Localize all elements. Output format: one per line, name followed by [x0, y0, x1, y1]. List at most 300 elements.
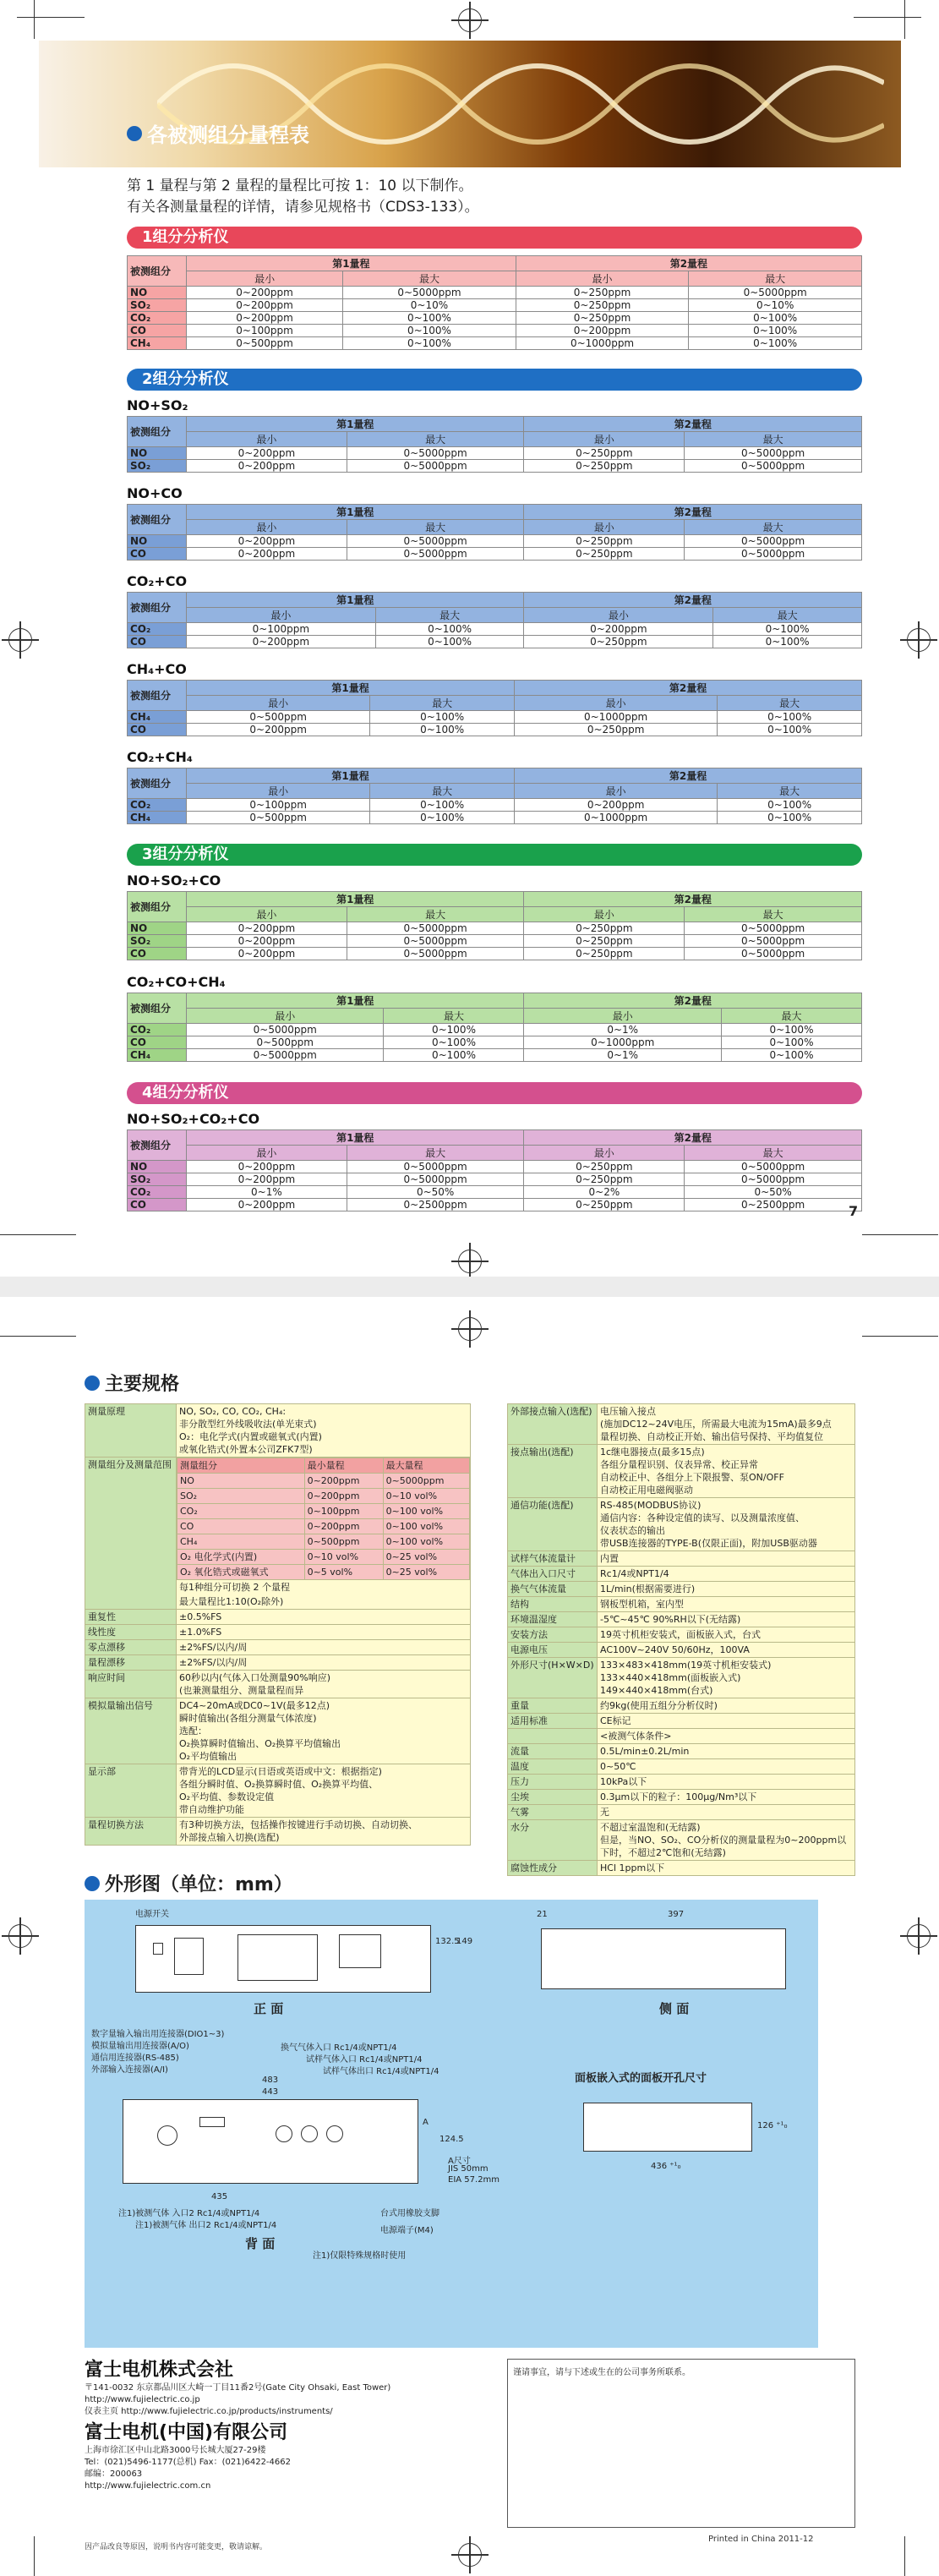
column-header: 最大 — [347, 520, 524, 535]
gas-cell: CO₂ — [128, 1024, 187, 1036]
value-cell: 0~100% — [718, 724, 862, 736]
spec-value-line: 带自动维护功能 — [179, 1804, 244, 1815]
spec-value-line: 自动校正用电磁阀驱动 — [600, 1485, 693, 1496]
spec-value-line: 带USB连接器的TYPE-B(仅限正面)，附加USB驱动器 — [600, 1538, 817, 1549]
value-cell: 0~5000ppm — [347, 535, 524, 548]
spec-row — [508, 1643, 855, 1658]
value-cell: 0~500ppm — [187, 1036, 384, 1049]
gas-cell: CO — [128, 548, 187, 561]
spec-key: 气雾 — [508, 1805, 598, 1820]
registration-mark — [451, 2, 489, 39]
gas-port-icon — [276, 2125, 292, 2142]
spec-key: 腐蚀性成分 — [508, 1861, 598, 1876]
bullet-icon — [127, 126, 142, 141]
table-row — [128, 922, 862, 935]
spec-value-line: 带背光的LCD显示(日语或英语或中文：根据指定) — [179, 1766, 382, 1777]
range-subtable — [177, 1458, 470, 1580]
value-cell: 0~100% — [721, 1049, 861, 1062]
dim-label: 483 — [262, 2076, 279, 2085]
spec-key: 结构 — [508, 1597, 598, 1612]
table-row — [177, 1519, 470, 1534]
company-address: 〒141-0032 东京都品川区大崎一丁目11番2号(Gate City Ohsaki, East Tower) — [85, 2383, 391, 2393]
gas-cell: NO — [128, 922, 187, 935]
registration-mark — [900, 621, 937, 659]
crop-mark — [904, 0, 905, 39]
column-header: 最大 — [713, 608, 862, 623]
spec-value — [598, 1805, 855, 1820]
value-cell: 0~5000ppm — [347, 948, 524, 960]
page-title: 各被测组分量程表 — [127, 118, 309, 148]
gas-cell: CO₂ — [128, 799, 187, 812]
value-cell: 0~200ppm — [187, 724, 370, 736]
table-row — [177, 1474, 470, 1489]
value-cell: 0~5000ppm — [347, 447, 524, 460]
spec-value — [598, 1597, 855, 1612]
spec-row — [508, 1582, 855, 1597]
column-header: 最小 — [516, 271, 689, 287]
column-header: 第2量程 — [524, 1130, 862, 1146]
column-header: 最大 — [718, 696, 862, 711]
spec-row — [85, 1625, 471, 1640]
value-cell: 0~100% — [689, 337, 862, 350]
outline-title: 外形图（单位：mm） — [85, 1870, 292, 1896]
registration-mark — [451, 1243, 489, 1280]
spec-row — [508, 1612, 855, 1627]
table-row — [177, 1534, 470, 1550]
table-row — [128, 724, 862, 736]
company-name: 富士电机(中国)有限公司 — [85, 2422, 288, 2443]
callout: 注1)仅限特殊规格时使用 — [313, 2251, 407, 2261]
spec-value — [598, 1729, 855, 1744]
spec-row — [508, 1861, 855, 1876]
fan-icon — [157, 2125, 177, 2146]
column-header: 最小 — [187, 784, 370, 799]
spec-value-line: 有3种切换方法，包括操作按键进行手动切换、自动切换、 — [179, 1819, 418, 1830]
column-header: 被测组分 — [128, 505, 187, 535]
spec-key — [508, 1729, 598, 1744]
table-subtitle: CO₂+CH₄ — [127, 749, 193, 765]
spec-value — [177, 1640, 471, 1655]
spec-value-line: 钢板型机箱，室内型 — [600, 1599, 684, 1610]
column-header: 最大 — [370, 696, 515, 711]
spec-row — [85, 1698, 471, 1764]
value-cell: 0~10% — [689, 299, 862, 312]
spec-value — [598, 1498, 855, 1551]
column-header: 第1量程 — [187, 256, 516, 271]
bullet-icon — [85, 1876, 100, 1891]
company-url: 仪表主页 http://www.fujielectric.co.jp/products/instruments/ — [85, 2407, 333, 2416]
spec-key: 流量 — [508, 1744, 598, 1759]
value-cell: 0~100% — [713, 636, 862, 648]
table-row — [177, 1550, 470, 1565]
dim-label: 149 — [456, 1937, 473, 1946]
spec-key: 响应时间 — [85, 1671, 177, 1698]
spec-row — [85, 1818, 471, 1846]
table-row — [128, 535, 862, 548]
spec-row — [508, 1714, 855, 1729]
callout: 试样气体出口 Rc1/4或NPT1/4 — [323, 2067, 439, 2076]
spec-value-line: 149×440×418mm(台式) — [600, 1685, 713, 1696]
value-cell: 0~1% — [187, 1186, 347, 1199]
spec-value-line: -5℃~45℃ 90%RH以下(无结露) — [600, 1614, 741, 1625]
callout: 外部输入连接器(A/I) — [91, 2065, 168, 2075]
value-cell: 0~100% — [713, 623, 862, 636]
value-cell: 0~100% — [689, 312, 862, 325]
value-cell: 0~5000ppm — [685, 935, 862, 948]
group-bar: 1组分分析仪 — [127, 227, 862, 249]
spec-value-line: 通信内容：各种设定值的读写、以及测量浓度值、 — [600, 1512, 805, 1523]
dim-label: 124.5 — [439, 2135, 464, 2144]
spec-row — [85, 1610, 471, 1625]
table-subtitle: CH₄+CO — [127, 661, 187, 677]
dim-label: A — [423, 2118, 429, 2127]
range-table — [127, 768, 862, 824]
spec-key: 气体出入口尺寸 — [508, 1567, 598, 1582]
spec-value-line: 不超过室温饱和(无结露) — [600, 1822, 701, 1833]
spec-table-left — [85, 1403, 471, 1846]
value-cell: 0~200ppm — [187, 1199, 347, 1211]
dim-label: 126 ⁺¹₀ — [757, 2121, 788, 2130]
range-cell: 0~100 vol% — [383, 1519, 469, 1534]
column-header: 第1量程 — [187, 892, 524, 907]
column-header: 被测组分 — [128, 993, 187, 1024]
value-cell: 0~500ppm — [187, 337, 343, 350]
value-cell: 0~100ppm — [187, 325, 343, 337]
value-cell: 0~500ppm — [187, 812, 370, 824]
a-size-label: EIA 57.2mm — [448, 2175, 500, 2185]
spec-row — [508, 1805, 855, 1820]
group-bar: 2组分分析仪 — [127, 369, 862, 391]
value-cell: 0~200ppm — [515, 799, 718, 812]
range-table — [127, 680, 862, 736]
value-cell: 0~250ppm — [515, 724, 718, 736]
power-switch-icon — [153, 1943, 163, 1955]
back-label: 背 面 — [245, 2236, 276, 2251]
value-cell: 0~5000ppm — [347, 922, 524, 935]
dim-label: 443 — [262, 2087, 279, 2097]
spec-value-line: ±0.5%FS — [179, 1611, 222, 1622]
spec-value — [598, 1775, 855, 1790]
spec-key: 零点漂移 — [85, 1640, 177, 1655]
spec-value — [177, 1610, 471, 1625]
callout: 注1)被测气体 出口2 Rc1/4或NPT1/4 — [135, 2221, 277, 2230]
value-cell: 0~10% — [343, 299, 516, 312]
value-cell: 0~5000ppm — [347, 1173, 524, 1186]
range-cell: 0~25 vol% — [383, 1550, 469, 1565]
company-info — [85, 2359, 499, 2492]
spec-row — [508, 1551, 855, 1567]
value-cell: 0~200ppm — [187, 460, 347, 473]
value-cell: 0~200ppm — [187, 935, 347, 948]
spec-value-line: 内置 — [600, 1553, 619, 1564]
value-cell: 0~100% — [343, 312, 516, 325]
spec-key: 显示部 — [85, 1764, 177, 1818]
power-switch-label: 电源开关 — [135, 1910, 169, 1919]
spec-row — [508, 1627, 855, 1643]
header-banner — [39, 41, 901, 167]
registration-mark — [451, 1310, 489, 1348]
gas-cell: CO — [128, 325, 187, 337]
table-row — [177, 1489, 470, 1504]
value-cell: 0~5000ppm — [685, 460, 862, 473]
company-zip: 邮编：200063 — [85, 2469, 143, 2479]
value-cell: 0~250ppm — [524, 447, 685, 460]
spec-value-line: 10kPa以下 — [600, 1776, 647, 1787]
spec-row — [508, 1567, 855, 1582]
value-cell: 0~50% — [685, 1186, 862, 1199]
range-note: 每1种组分可切换 2 个量程 — [179, 1582, 290, 1593]
column-header: 第1量程 — [187, 505, 524, 520]
spec-value — [598, 1582, 855, 1597]
column-header: 第2量程 — [524, 993, 862, 1009]
value-cell: 0~100% — [370, 711, 515, 724]
column-header: 最小 — [187, 1146, 347, 1161]
spec-row — [508, 1498, 855, 1551]
spec-value — [177, 1458, 471, 1610]
spec-value — [598, 1820, 855, 1861]
value-cell: 0~250ppm — [524, 948, 685, 960]
dim-label: 436 ⁺¹₀ — [651, 2162, 681, 2171]
spec-value — [177, 1818, 471, 1846]
value-cell: 0~5000ppm — [347, 1161, 524, 1173]
registration-mark — [2, 621, 39, 659]
table-row — [128, 799, 862, 812]
gas-cell: CO₂ — [128, 1186, 187, 1199]
spec-row — [508, 1404, 855, 1445]
company-name: 富士电机株式会社 — [85, 2360, 234, 2381]
table-row — [128, 1186, 862, 1199]
column-header: 最大 — [347, 432, 524, 447]
range-cell: SO₂ — [177, 1489, 305, 1504]
table-row — [128, 460, 862, 473]
group-bar: 4组分分析仪 — [127, 1082, 862, 1104]
spec-value-line: O₂换算瞬时值输出、O₂换算平均值输出 — [179, 1738, 341, 1749]
intro-text: 第 1 量程与第 2 量程的量程比可按 1：10 以下制作。 有关各测量量程的详情，请参见规格书（CDS3-133）。 — [127, 178, 479, 216]
column-header: 最小 — [187, 608, 376, 623]
specs-title: 主要规格 — [85, 1370, 179, 1396]
spec-value-line: 但是，当NO、SO₂、CO分析仪的测量量程为0~200ppm以 — [600, 1835, 847, 1846]
value-cell: 0~100ppm — [187, 623, 376, 636]
spec-key: 温度 — [508, 1759, 598, 1775]
spec-value — [598, 1861, 855, 1876]
range-note: 最大量程比1:10(O₂除外) — [179, 1596, 284, 1607]
gas-cell: NO — [128, 535, 187, 548]
spec-key: 换气气体流量 — [508, 1582, 598, 1597]
column-header: 被测组分 — [128, 256, 187, 287]
spec-value-line: 0.5L/min±0.2L/min — [600, 1746, 690, 1757]
spec-value-line: ±2%FS/以内/周 — [179, 1642, 248, 1653]
spec-value-line: (施加DC12~24V电压，所需最大电流为15mA)最多9点 — [600, 1419, 832, 1430]
range-cell: 0~10 vol% — [383, 1489, 469, 1504]
range-cell: 0~500ppm — [304, 1534, 383, 1550]
column-header: 第2量程 — [515, 681, 862, 696]
column-header: 最大 — [721, 1009, 861, 1024]
value-cell: 0~5000ppm — [685, 948, 862, 960]
value-cell: 0~200ppm — [187, 548, 347, 561]
callout: 通信用连接器(RS-485) — [91, 2054, 179, 2063]
spec-value-line: 仪表状态的输出 — [600, 1525, 665, 1536]
column-header: 被测组分 — [128, 1130, 187, 1161]
side-view — [541, 1928, 786, 1989]
column-header: 最小 — [524, 907, 685, 922]
range-cell: CO — [177, 1519, 305, 1534]
range-cell: 0~5 vol% — [304, 1565, 383, 1580]
value-cell: 0~5000ppm — [347, 460, 524, 473]
range-cell: 0~100 vol% — [383, 1504, 469, 1519]
table-row — [128, 636, 862, 648]
spec-value-line: 瞬时值输出(各组分测量气体浓度) — [179, 1713, 317, 1724]
value-cell: 0~1000ppm — [515, 812, 718, 824]
column-header: 第1量程 — [187, 1130, 524, 1146]
value-cell: 0~2500ppm — [685, 1199, 862, 1211]
value-cell: 0~5000ppm — [685, 535, 862, 548]
table-row — [128, 935, 862, 948]
spec-value — [598, 1643, 855, 1658]
value-cell: 0~5000ppm — [689, 287, 862, 299]
value-cell: 0~200ppm — [187, 1161, 347, 1173]
spec-value-line: 电压输入接点 — [600, 1406, 656, 1417]
value-cell: 0~200ppm — [524, 623, 713, 636]
spec-key: 尘埃 — [508, 1790, 598, 1805]
page-number: 7 — [849, 1203, 859, 1219]
value-cell: 0~250ppm — [516, 287, 689, 299]
value-cell: 0~250ppm — [524, 935, 685, 948]
value-cell: 0~250ppm — [524, 636, 713, 648]
range-head: 测量组分 — [177, 1458, 305, 1474]
column-header: 最大 — [685, 1146, 862, 1161]
table-row — [128, 299, 862, 312]
outline-drawing-panel — [85, 1900, 818, 2348]
spec-value — [177, 1671, 471, 1698]
spec-value-line: DC4~20mA或DC0~1V(最多12点) — [179, 1700, 330, 1711]
crop-mark — [862, 1234, 938, 1235]
column-header: 最小 — [187, 271, 343, 287]
column-header: 第1量程 — [187, 417, 524, 432]
value-cell: 0~200ppm — [187, 922, 347, 935]
value-cell: 0~5000ppm — [685, 922, 862, 935]
column-header: 最小 — [524, 520, 685, 535]
spec-value-line: 无 — [600, 1807, 609, 1818]
print-info: Printed in China 2011-12 — [708, 2535, 814, 2544]
display-panel — [174, 1938, 204, 1975]
range-cell: 0~100ppm — [304, 1504, 383, 1519]
value-cell: 0~100% — [343, 325, 516, 337]
spec-table-right — [507, 1403, 855, 1876]
spec-value-line: (也兼测量组分、测量量程而异 — [179, 1685, 304, 1696]
gas-cell: CH₄ — [128, 711, 187, 724]
value-cell: 0~5000ppm — [347, 935, 524, 948]
spec-value-line: 自动校正中、各组分上下限报警、泵ON/OFF — [600, 1472, 784, 1483]
table-subtitle: CO₂+CO+CH₄ — [127, 974, 226, 990]
registration-mark — [900, 1917, 937, 1955]
table-row — [128, 1173, 862, 1186]
column-header: 最大 — [685, 907, 862, 922]
column-header: 最大 — [384, 1009, 524, 1024]
spec-row — [508, 1759, 855, 1775]
spec-key: 电源电压 — [508, 1643, 598, 1658]
column-header: 最大 — [370, 784, 515, 799]
value-cell: 0~100% — [375, 623, 524, 636]
table-row — [128, 287, 862, 299]
table-row — [128, 312, 862, 325]
value-cell: 0~100% — [718, 812, 862, 824]
value-cell: 0~250ppm — [524, 1199, 685, 1211]
spec-value-line: 外部接点输入切换(选配) — [179, 1832, 280, 1843]
spec-row — [85, 1640, 471, 1655]
value-cell: 0~100ppm — [187, 799, 370, 812]
value-cell: 0~200ppm — [187, 1173, 347, 1186]
spec-row — [508, 1820, 855, 1861]
registration-mark — [2, 1917, 39, 1955]
spec-value-line: 1L/min(根据需要进行) — [600, 1583, 696, 1594]
value-cell: 0~100% — [343, 337, 516, 350]
spec-value-line: ±1.0%FS — [179, 1627, 222, 1638]
gas-cell: SO₂ — [128, 460, 187, 473]
value-cell: 0~250ppm — [516, 299, 689, 312]
spec-key: 重量 — [508, 1698, 598, 1714]
spec-key: 线性度 — [85, 1625, 177, 1640]
range-cell: 0~25 vol% — [383, 1565, 469, 1580]
dim-label: 435 — [211, 2192, 228, 2201]
table-subtitle: CO₂+CO — [127, 573, 188, 589]
range-cell: O₂ 电化学式(内置) — [177, 1550, 305, 1565]
spec-value — [598, 1445, 855, 1498]
registration-mark — [451, 2536, 489, 2573]
gas-cell: CO₂ — [128, 312, 187, 325]
spec-row — [508, 1744, 855, 1759]
range-table — [127, 255, 862, 350]
bullet-icon — [85, 1376, 100, 1391]
column-header: 被测组分 — [128, 768, 187, 799]
callout: 试样气体入口 Rc1/4或NPT1/4 — [306, 2055, 423, 2065]
crop-mark — [0, 1234, 76, 1235]
value-cell: 0~2% — [524, 1186, 685, 1199]
column-header: 最小 — [524, 1009, 721, 1024]
column-header: 最大 — [718, 784, 862, 799]
gas-cell: NO — [128, 1161, 187, 1173]
value-cell: 0~100% — [689, 325, 862, 337]
column-header: 最大 — [343, 271, 516, 287]
table-row — [128, 1049, 862, 1062]
spec-key: 量程切换方法 — [85, 1818, 177, 1846]
company-url: http://www.fujielectric.co.jp — [85, 2395, 200, 2404]
spec-value-line: <被测气体条件> — [600, 1731, 672, 1742]
side-label: 侧 面 — [659, 2001, 690, 2016]
value-cell: 0~200ppm — [187, 299, 343, 312]
spec-value-line: AC100V~240V 50/60Hz，100VA — [600, 1644, 750, 1655]
spec-value — [177, 1764, 471, 1818]
value-cell: 0~250ppm — [524, 1161, 685, 1173]
gas-cell: NO — [128, 447, 187, 460]
front-view — [135, 1925, 431, 1993]
table-subtitle: NO+SO₂ — [127, 397, 188, 413]
panel-cutout — [583, 2103, 752, 2152]
crop-mark — [854, 17, 921, 18]
value-cell: 0~500ppm — [187, 711, 370, 724]
value-cell: 0~5000ppm — [685, 1173, 862, 1186]
crop-mark — [862, 1336, 938, 1337]
front-label: 正 面 — [254, 2001, 284, 2016]
gas-cell: CO — [128, 636, 187, 648]
range-cell: CH₄ — [177, 1534, 305, 1550]
column-header: 最小 — [187, 520, 347, 535]
callout: 模拟量输出用连接器(A/O) — [91, 2042, 189, 2051]
table-row — [128, 1024, 862, 1036]
value-cell: 0~100% — [721, 1024, 861, 1036]
footnote: 因产品改良等原因，说明书内容可能变更，敬请谅解。 — [85, 2543, 268, 2551]
range-cell: 0~200ppm — [304, 1519, 383, 1534]
value-cell: 0~50% — [347, 1186, 524, 1199]
